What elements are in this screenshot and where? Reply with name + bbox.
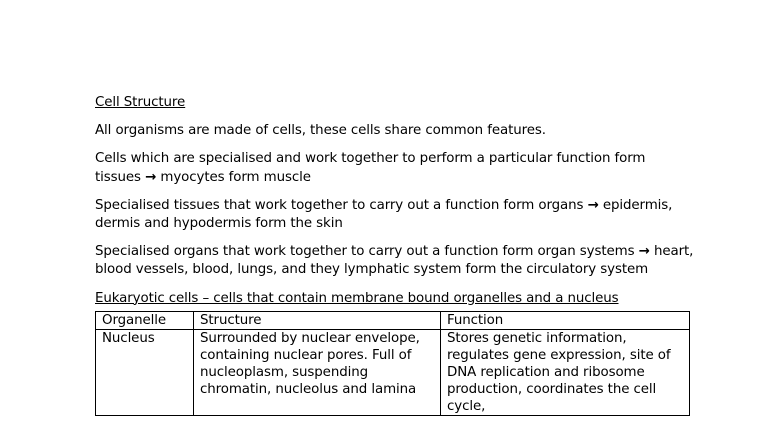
header-function: Function xyxy=(441,311,690,329)
paragraph-text: Specialised organs that work together to carry out a function form organ systems xyxy=(95,244,635,260)
paragraph-tissues xyxy=(95,150,695,186)
right-arrow-icon: → xyxy=(145,169,157,185)
right-arrow-icon: → xyxy=(587,197,599,213)
table-row xyxy=(96,329,690,415)
cell-structure: Surrounded by nuclear envelope, containing nuclear pores. Full of nucleoplasm, suspending chromatin, nucleolus and lamina xyxy=(194,329,441,415)
eukaryotic-subheading: Eukaryotic cells – cells that contain membrane bound organelles and a nucleus xyxy=(95,290,619,306)
paragraph-example: epidermis, dermis and hypodermis form the skin xyxy=(95,197,673,232)
header-structure: Structure xyxy=(194,311,441,329)
organelle-table xyxy=(95,311,690,416)
paragraph-organ-systems xyxy=(95,243,695,279)
cell-function: Stores genetic information, regulates gene expression, site of DNA replication and ribosome production, coordinates the cell cycle, xyxy=(441,329,690,415)
paragraph-text: All organisms are made of cells, these cells share common features. xyxy=(95,123,546,139)
paragraph-text: Cells which are specialised and work together to perform a particular function form tissues xyxy=(95,151,646,185)
header-organelle: Organelle xyxy=(96,311,194,329)
paragraph-organs xyxy=(95,197,695,233)
paragraph-text: Specialised tissues that work together to carry out a function form organs xyxy=(95,197,584,213)
document-content xyxy=(95,94,695,416)
paragraph-example: myocytes form muscle xyxy=(160,169,311,185)
paragraph-intro xyxy=(95,122,695,140)
cell-organelle: Nucleus xyxy=(96,329,194,415)
section-heading: Cell Structure xyxy=(95,95,186,110)
table-header-row xyxy=(96,311,690,329)
paragraph-example: heart, blood vessels, blood, lungs, and they lymphatic system form the circulatory system xyxy=(95,244,694,278)
right-arrow-icon: → xyxy=(638,244,650,260)
